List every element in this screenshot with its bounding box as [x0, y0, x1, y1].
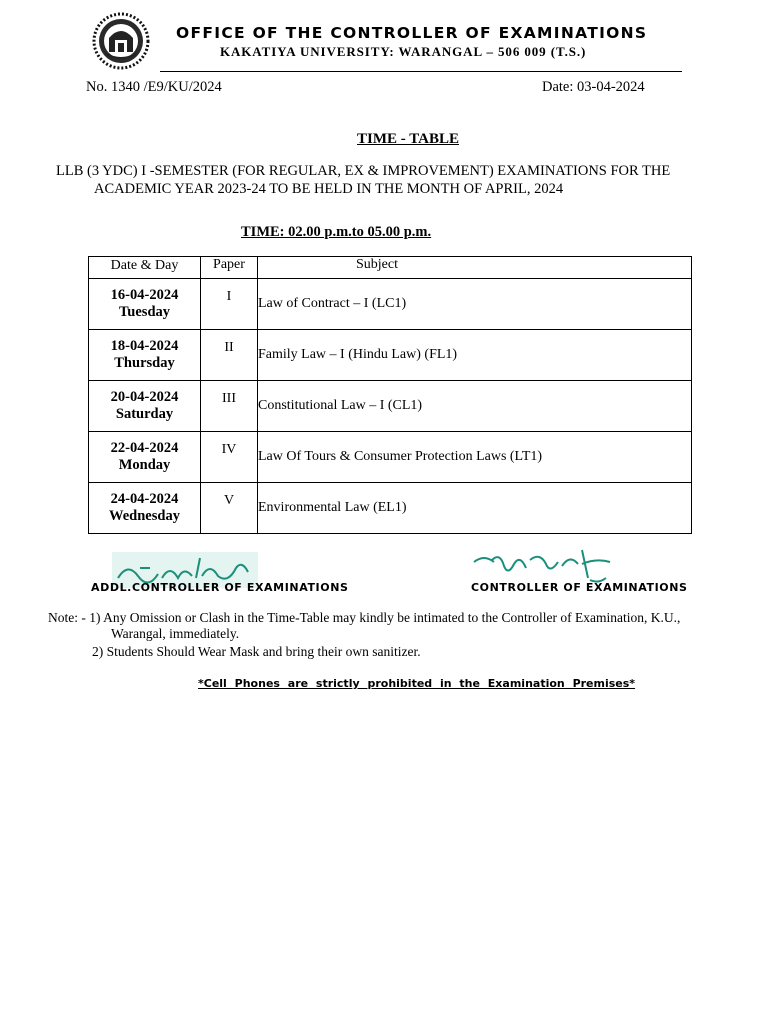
addl-controller-label: ADDL.CONTROLLER OF EXAMINATIONS: [91, 581, 349, 594]
exam-description-line-1: LLB (3 YDC) I -SEMESTER (FOR REGULAR, EX & IMPROVEMENT) EXAMINATIONS FOR THE: [56, 163, 671, 179]
table-row: [89, 483, 692, 534]
paper-number: IV: [201, 432, 258, 483]
reference-number: No. 1340 /E9/KU/2024: [86, 79, 222, 95]
paper-number: V: [201, 483, 258, 534]
phone-prohibition-notice: *Cell Phones are strictly prohibited in the Examination Premises*: [198, 677, 636, 690]
exam-time: TIME: 02.00 p.m.to 05.00 p.m.: [241, 224, 432, 240]
subject-name: Law of Contract – I (LC1): [258, 279, 692, 330]
exam-day: Wednesday: [109, 508, 180, 524]
subject-name: Constitutional Law – I (CL1): [258, 381, 692, 432]
subject-name: Law Of Tours & Consumer Protection Laws (LT1): [258, 432, 692, 483]
office-title: OFFICE OF THE CONTROLLER OF EXAMINATIONS: [176, 24, 648, 42]
subject-name: Family Law – I (Hindu Law) (FL1): [258, 330, 692, 381]
timetable-header-row: [89, 257, 692, 279]
date-day-cell: [89, 381, 201, 432]
exam-date: 22-04-2024: [110, 440, 179, 456]
paper-number: II: [201, 330, 258, 381]
exam-day: Monday: [118, 457, 171, 473]
exam-date: 20-04-2024: [110, 389, 179, 405]
exam-day: Saturday: [115, 406, 174, 422]
date-day-cell: [89, 432, 201, 483]
date-day-cell: [89, 483, 201, 534]
exam-description-line-2: ACADEMIC YEAR 2023-24 TO BE HELD IN THE MONTH OF APRIL, 2024: [94, 181, 564, 197]
exam-day: Thursday: [114, 355, 175, 371]
note-item-1: Note: - 1) Any Omission or Clash in the Time-Table may kindly be intimated to the Controller of Examination, K.U.,: [48, 610, 681, 625]
table-row: [89, 381, 692, 432]
exam-day: Tuesday: [118, 304, 171, 320]
header-date-day: Date & Day: [89, 257, 201, 279]
exam-date: 16-04-2024: [110, 287, 179, 303]
note-item-2: 2) Students Should Wear Mask and bring their own sanitizer.: [92, 644, 421, 659]
table-row: [89, 279, 692, 330]
timetable: [88, 256, 692, 534]
exam-date: 24-04-2024: [110, 491, 179, 507]
header-divider: [160, 71, 682, 72]
date-day-cell: [89, 279, 201, 330]
paper-number: I: [201, 279, 258, 330]
paper-number: III: [201, 381, 258, 432]
university-address: KAKATIYA UNIVERSITY: WARANGAL – 506 009 (T.S.): [220, 44, 587, 59]
header-subject: Subject: [258, 257, 692, 279]
controller-label: CONTROLLER OF EXAMINATIONS: [471, 581, 688, 594]
subject-name: Environmental Law (EL1): [258, 483, 692, 534]
document-heading: TIME - TABLE: [357, 131, 459, 147]
date-day-cell: [89, 330, 201, 381]
note-item-1-continued: Warangal, immediately.: [111, 626, 240, 641]
university-emblem-icon: [92, 12, 150, 70]
document-date: Date: 03-04-2024: [542, 79, 645, 95]
header-paper: Paper: [201, 257, 258, 279]
exam-date: 18-04-2024: [110, 338, 179, 354]
table-row: [89, 330, 692, 381]
table-row: [89, 432, 692, 483]
